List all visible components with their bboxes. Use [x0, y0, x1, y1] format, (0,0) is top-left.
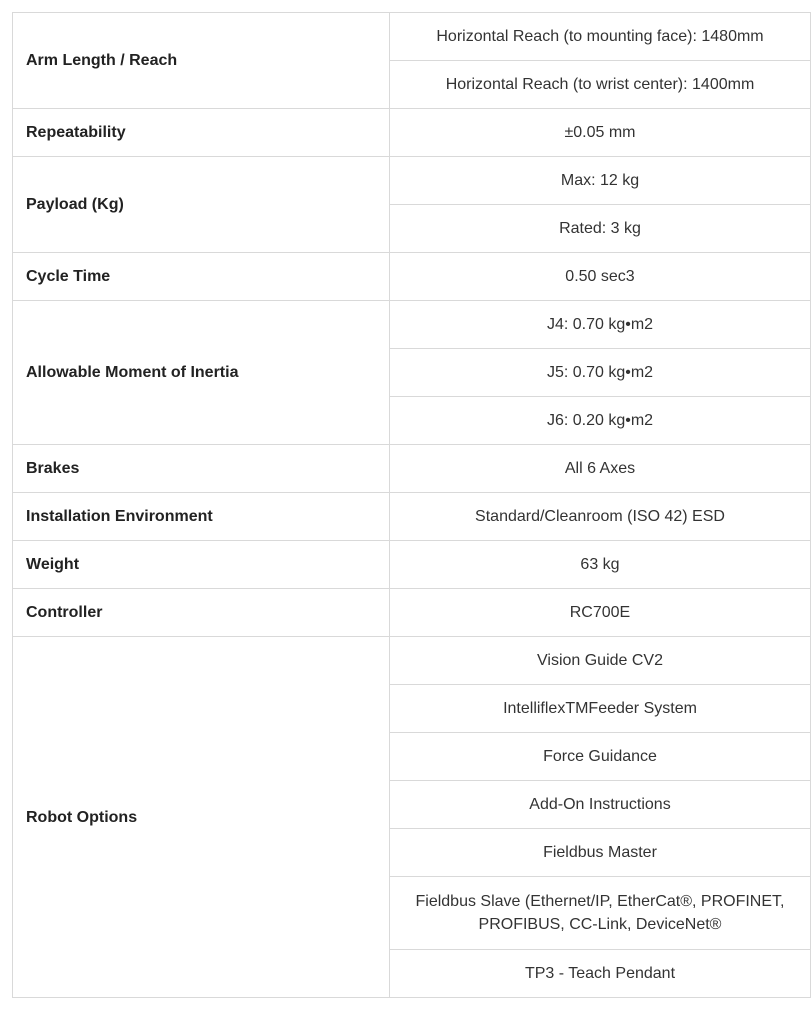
spec-label: Installation Environment [13, 493, 390, 541]
spec-value: J6: 0.20 kg•m2 [390, 397, 811, 445]
table-row [13, 13, 811, 61]
spec-value: Standard/Cleanroom (ISO 42) ESD [390, 493, 811, 541]
spec-label: Allowable Moment of Inertia [13, 301, 390, 445]
spec-value: RC700E [390, 589, 811, 637]
spec-label: Payload (Kg) [13, 157, 390, 253]
spec-value: Fieldbus Slave (Ethernet/IP, EtherCat®, PROFINET, PROFIBUS, CC-Link, DeviceNet® [390, 877, 811, 950]
table-row [13, 109, 811, 157]
table-row [13, 541, 811, 589]
spec-value: J5: 0.70 kg•m2 [390, 349, 811, 397]
spec-value: Horizontal Reach (to mounting face): 1480mm [390, 13, 811, 61]
spec-label: Controller [13, 589, 390, 637]
spec-value: Fieldbus Master [390, 829, 811, 877]
table-row [13, 493, 811, 541]
spec-value: Rated: 3 kg [390, 205, 811, 253]
spec-value: Max: 12 kg [390, 157, 811, 205]
spec-label: Robot Options [13, 637, 390, 998]
spec-value: ±0.05 mm [390, 109, 811, 157]
spec-value: Force Guidance [390, 733, 811, 781]
spec-table-body [13, 13, 811, 998]
spec-value: TP3 - Teach Pendant [390, 950, 811, 998]
spec-value: IntelliflexTMFeeder System [390, 685, 811, 733]
spec-label: Brakes [13, 445, 390, 493]
spec-value: 63 kg [390, 541, 811, 589]
spec-label: Cycle Time [13, 253, 390, 301]
spec-table [12, 12, 811, 998]
table-row [13, 301, 811, 349]
table-row [13, 589, 811, 637]
spec-value: Horizontal Reach (to wrist center): 1400mm [390, 61, 811, 109]
table-row [13, 637, 811, 685]
spec-value: All 6 Axes [390, 445, 811, 493]
spec-label: Arm Length / Reach [13, 13, 390, 109]
spec-value: J4: 0.70 kg•m2 [390, 301, 811, 349]
table-row [13, 157, 811, 205]
spec-label: Repeatability [13, 109, 390, 157]
table-row [13, 253, 811, 301]
spec-value: 0.50 sec3 [390, 253, 811, 301]
spec-value: Add-On Instructions [390, 781, 811, 829]
table-row [13, 445, 811, 493]
spec-label: Weight [13, 541, 390, 589]
spec-value: Vision Guide CV2 [390, 637, 811, 685]
